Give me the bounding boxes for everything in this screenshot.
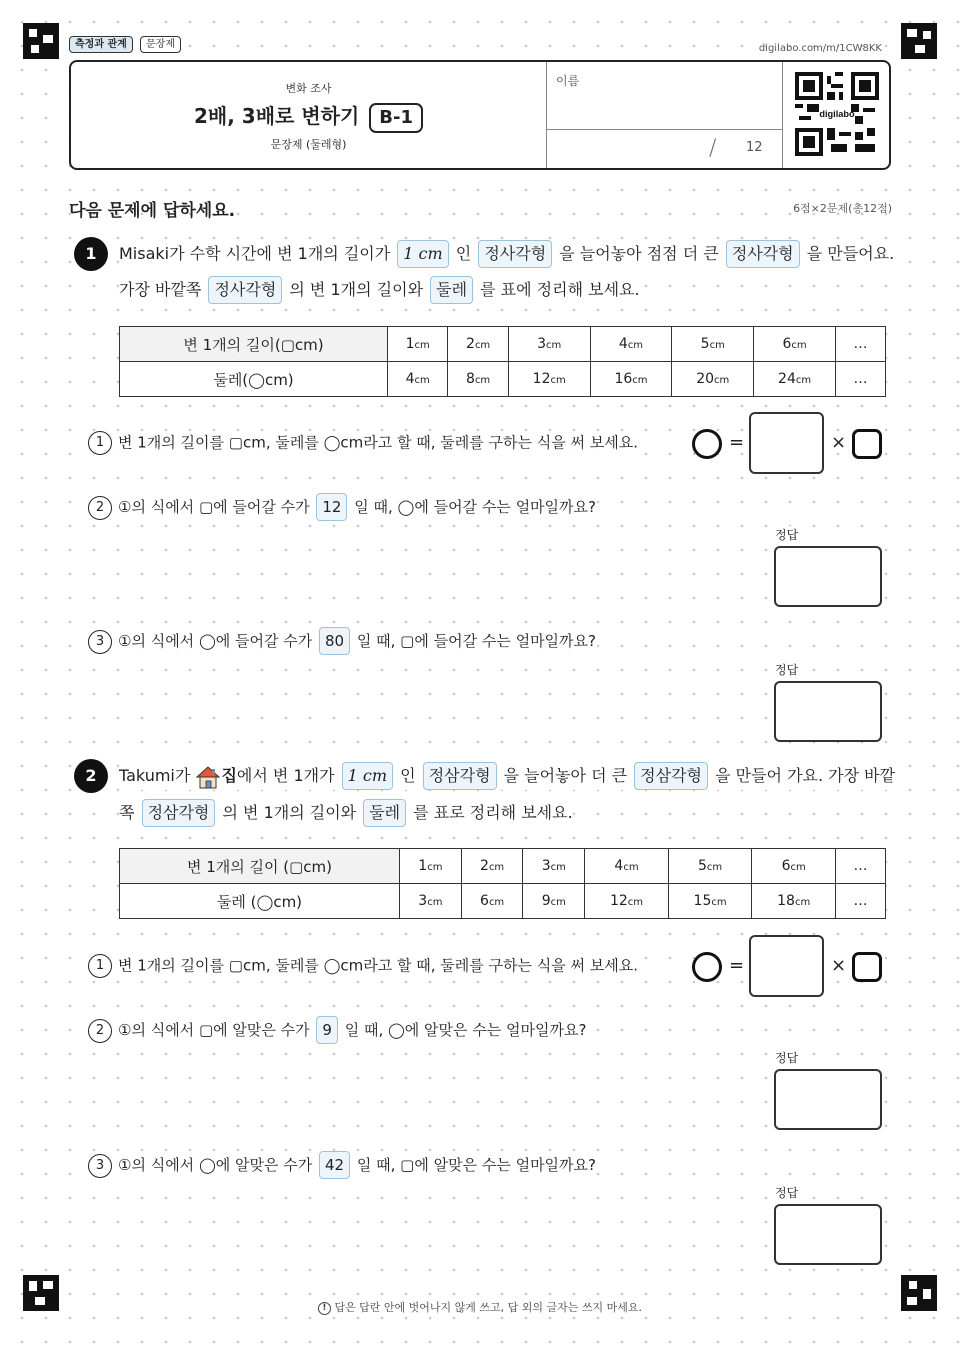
- table-cell: 4cm: [590, 327, 672, 362]
- type-tag: 문장제: [140, 36, 181, 53]
- text-segment: Misaki가 수학 시간에 변 1개의 길이가: [119, 244, 391, 263]
- sub-question-text: ①의 식에서 ▢에 알맞은 수가: [118, 1021, 310, 1039]
- keyword-box: 1 cm: [342, 762, 393, 790]
- warning-icon: !: [318, 1302, 331, 1315]
- qr-label: digilabo: [819, 109, 855, 120]
- text-segment: 에서 변 1개가: [236, 766, 335, 785]
- text-segment: 의 변 1개의 길이와: [222, 803, 357, 822]
- table-row: [120, 362, 886, 397]
- table-cell: 3cm: [523, 849, 585, 884]
- answer-input-box[interactable]: [749, 935, 824, 997]
- table-cell: 5cm: [668, 849, 752, 884]
- sub-question-3: [88, 1151, 596, 1179]
- problem-text-line: [119, 240, 894, 268]
- sub-question-text: 변 1개의 길이를 ▢cm, 둘레를 ◯cm라고 할 때, 둘레를 구하는 식을 써 보세요.: [118, 956, 638, 975]
- table-cell: 12cm: [508, 362, 590, 397]
- table-header-cell: 둘레(◯cm): [120, 362, 388, 397]
- data-table: [119, 848, 886, 919]
- text-segment: 를 표에 정리해 보세요.: [480, 280, 640, 299]
- table-cell-ellipsis: …: [836, 884, 886, 919]
- sub-question-1: [88, 431, 638, 455]
- table-cell: 9cm: [523, 884, 585, 919]
- table-cell: 15cm: [668, 884, 752, 919]
- table-cell: 6cm: [461, 884, 523, 919]
- sub-question-text: 일 때, ▢에 들어갈 수는 얼마일까요?: [356, 632, 596, 650]
- name-label: 이름: [556, 74, 580, 88]
- worksheet-header: [69, 60, 891, 170]
- header-divider: [546, 62, 547, 168]
- table-cell: 4cm: [388, 362, 448, 397]
- answer-label: 정답: [775, 1051, 799, 1065]
- table-cell: 16cm: [590, 362, 672, 397]
- keyword-box: 정사각형: [726, 240, 800, 268]
- text-segment: 의 변 1개의 길이와: [289, 280, 424, 299]
- problem-text-line: [119, 762, 895, 790]
- table-cell: 1cm: [388, 327, 448, 362]
- table-cell: 3cm: [508, 327, 590, 362]
- table-cell: 4cm: [585, 849, 669, 884]
- table-cell: 18cm: [752, 884, 836, 919]
- footer-note: [0, 1299, 960, 1315]
- text-segment: 을 늘어놓아 더 큰: [503, 766, 628, 785]
- sub-question-2: [88, 1016, 586, 1044]
- table-cell: 3cm: [400, 884, 462, 919]
- keyword-box: 정사각형: [478, 240, 552, 268]
- sub-question-number: 1: [88, 954, 112, 978]
- keyword-box: 정사각형: [208, 276, 282, 304]
- problem-number: 1: [74, 237, 108, 271]
- table-header-cell: 둘레 (◯cm): [120, 884, 400, 919]
- table-cell: 12cm: [585, 884, 669, 919]
- table-row: [120, 849, 886, 884]
- square-symbol: [852, 429, 882, 459]
- problem-text-line: [119, 799, 573, 827]
- times-sign: ×: [831, 955, 847, 976]
- answer-box[interactable]: [774, 681, 882, 742]
- table-row: [120, 327, 886, 362]
- sub-question-number: 3: [88, 1154, 112, 1178]
- header-kind: 문장제 (둘레형): [270, 138, 347, 151]
- answer-label: 정답: [775, 1186, 799, 1200]
- table-cell: 2cm: [461, 849, 523, 884]
- instruction: 다음 문제에 답하세요.: [69, 201, 236, 221]
- sub-question-text: 변 1개의 길이를 ▢cm, 둘레를 ◯cm라고 할 때, 둘레를 구하는 식을 써 보세요.: [118, 433, 638, 452]
- sub-question-2: [88, 493, 596, 521]
- table-cell: 1cm: [400, 849, 462, 884]
- points-info: 6점×2문제(총12점): [793, 202, 892, 215]
- keyword-box: 42: [319, 1151, 350, 1179]
- table-cell-ellipsis: …: [836, 362, 886, 397]
- table-row: [120, 884, 886, 919]
- times-sign: ×: [831, 432, 847, 453]
- table-header-cell: 변 1개의 길이 (▢cm): [120, 849, 400, 884]
- text-segment: 인: [400, 766, 416, 785]
- keyword-box: 1 cm: [397, 240, 448, 268]
- text-segment: 을 늘어놓아 점점 더 큰: [559, 244, 719, 263]
- table-header-cell: 변 1개의 길이(▢cm): [120, 327, 388, 362]
- text-segment-bold: 집: [221, 766, 237, 785]
- table-cell: 2cm: [448, 327, 508, 362]
- answer-input-box[interactable]: [749, 412, 824, 474]
- text-segment: 를 표로 정리해 보세요.: [413, 803, 573, 822]
- table-cell: 6cm: [752, 849, 836, 884]
- header-divider-horizontal: [546, 129, 782, 130]
- square-symbol: [852, 952, 882, 982]
- qr-code: [795, 72, 879, 156]
- corner-marker-top-left: [23, 23, 59, 59]
- answer-label: 정답: [775, 663, 799, 677]
- table-cell: 24cm: [754, 362, 836, 397]
- keyword-box: 정삼각형: [634, 762, 708, 790]
- sub-question-text: ①의 식에서 ◯에 들어갈 수가: [118, 632, 313, 650]
- keyword-box: 정삼각형: [142, 799, 216, 827]
- table-cell: 5cm: [672, 327, 754, 362]
- keyword-box: 정삼각형: [423, 762, 497, 790]
- title-text: 2배, 3배로 변하기: [194, 104, 360, 128]
- total-score: 12: [746, 140, 763, 155]
- header-divider-qr: [782, 62, 783, 168]
- sub-question-number: 2: [88, 496, 112, 520]
- text-segment: 을 만들어 가요. 가장 바깥: [715, 766, 896, 785]
- sub-question-text: 일 때, ◯에 알맞은 수는 얼마일까요?: [344, 1021, 587, 1039]
- circle-symbol: [692, 952, 722, 982]
- text-segment: 을 만들어요.: [806, 244, 895, 263]
- answer-box[interactable]: [774, 546, 882, 607]
- text-segment: 쪽: [119, 803, 135, 822]
- table-cell-ellipsis: …: [836, 327, 886, 362]
- corner-marker-top-right: [901, 23, 937, 59]
- equals-sign: =: [729, 955, 745, 976]
- problem-number: 2: [74, 759, 108, 793]
- table-cell: 20cm: [672, 362, 754, 397]
- sub-question-text: 일 때, ▢에 알맞은 수는 얼마일까요?: [356, 1156, 596, 1174]
- keyword-box: 80: [319, 627, 350, 655]
- worksheet-code: B-1: [369, 103, 423, 133]
- table-cell: 8cm: [448, 362, 508, 397]
- sub-question-number: 2: [88, 1019, 112, 1043]
- topic-tag: 측정과 관계: [69, 36, 133, 53]
- text-segment: 인: [455, 244, 472, 263]
- sub-question-3: [88, 627, 596, 655]
- answer-box[interactable]: [774, 1204, 882, 1265]
- problem-text-line: [119, 276, 640, 304]
- keyword-box: 둘레: [430, 276, 473, 304]
- header-subtitle: 변화 조사: [285, 82, 332, 95]
- answer-box[interactable]: [774, 1069, 882, 1130]
- sub-question-text: ①의 식에서 ◯에 알맞은 수가: [118, 1156, 313, 1174]
- page-url: digilabo.com/m/1CW8KK: [758, 43, 882, 54]
- footer-text: 답은 답란 안에 벗어나지 않게 쓰고, 답 외의 글자는 쓰지 마세요.: [334, 1301, 643, 1314]
- sub-question-1: [88, 954, 638, 978]
- table-cell: 6cm: [754, 327, 836, 362]
- answer-label: 정답: [775, 528, 799, 542]
- sub-question-text: 일 때, ◯에 들어갈 수는 얼마일까요?: [354, 498, 596, 516]
- sub-question-text: ①의 식에서 ▢에 들어갈 수가: [118, 498, 310, 516]
- text-segment: Takumi가: [119, 766, 191, 785]
- text-segment: 가장 바깥쪽: [119, 280, 202, 299]
- score-slash: /: [709, 136, 717, 161]
- sub-question-number: 1: [88, 431, 112, 455]
- keyword-box: 9: [316, 1016, 338, 1044]
- table-cell-ellipsis: …: [836, 849, 886, 884]
- sub-question-number: 3: [88, 630, 112, 654]
- equals-sign: =: [729, 432, 745, 453]
- house-icon: [195, 765, 221, 789]
- circle-symbol: [692, 429, 722, 459]
- keyword-box: 12: [316, 493, 347, 521]
- page-title: [71, 100, 546, 133]
- data-table: [119, 326, 886, 397]
- keyword-box: 둘레: [363, 799, 406, 827]
